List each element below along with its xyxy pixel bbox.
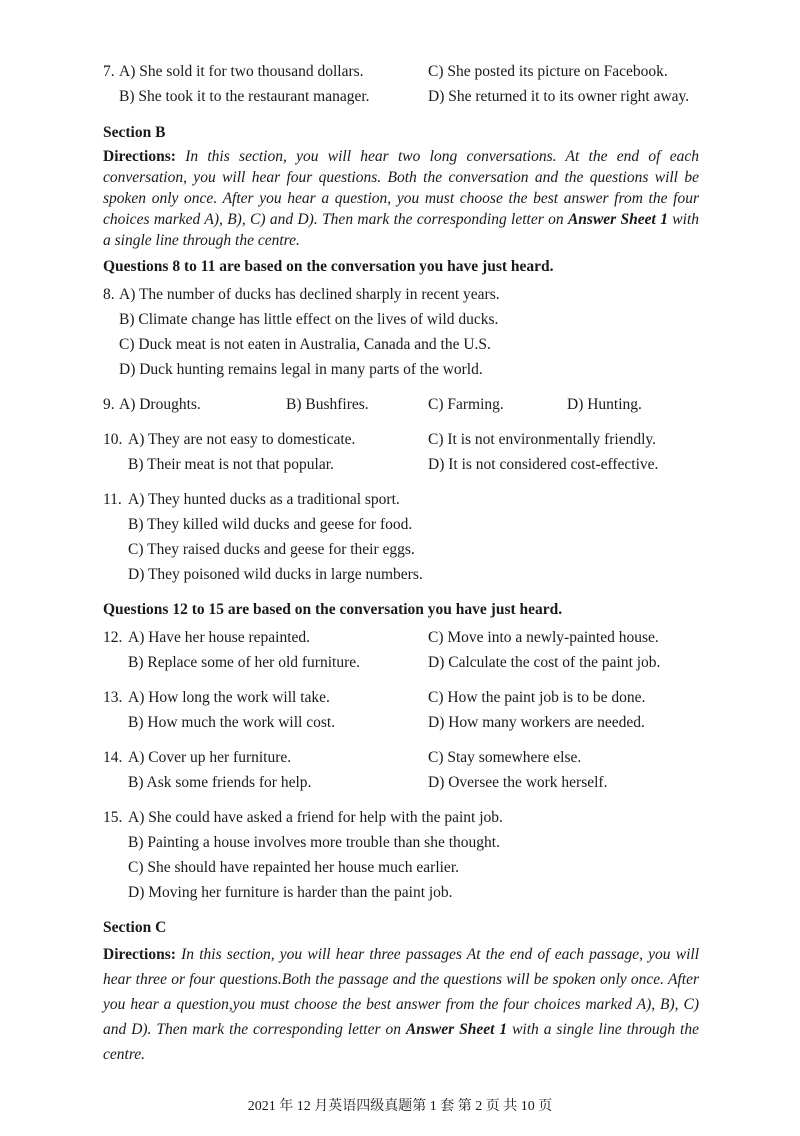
option-b: B) Climate change has little effect on the lives of wild ducks.	[119, 311, 499, 328]
question-number: 7.	[103, 63, 115, 80]
question-number: 11.	[103, 491, 122, 508]
section-c-directions	[103, 942, 699, 1067]
option-a: A) Cover up her furniture.	[128, 749, 292, 766]
directions-text: In this section, you will hear three passages At the end of each passage, you will hear three or four questions.Both the passage and the questions will be spoken only once. After you hear a question,you must choose the best answer from the four choices marked A), B), C) and D). Then mark the corresponding letter on	[103, 946, 700, 1038]
option-d: D) She returned it to its owner right away.	[428, 88, 690, 105]
option-b: B) Bushfires.	[286, 396, 369, 413]
option-c: C) She should have repainted her house much earlier.	[128, 859, 459, 876]
option-a: A) She could have asked a friend for help with the paint job.	[128, 809, 503, 826]
option-a: A) She sold it for two thousand dollars.	[119, 63, 364, 80]
question-number: 9.	[103, 396, 115, 413]
section-c-title: Section C	[103, 919, 167, 936]
directions-tail: with a single line through the centre.	[103, 211, 699, 249]
option-c: C) Duck meat is not eaten in Australia, Canada and the U.S.	[119, 336, 491, 353]
group-heading-12-15: Questions 12 to 15 are based on the conversation you have just heard.	[103, 601, 563, 618]
option-a: A) Droughts.	[119, 396, 201, 413]
option-c: C) It is not environmentally friendly.	[428, 431, 657, 448]
question-number: 13.	[103, 689, 123, 706]
option-c: C) Move into a newly-painted house.	[428, 629, 659, 646]
option-c: C) Farming.	[428, 396, 504, 413]
section-b-title: Section B	[103, 124, 166, 141]
option-d: D) It is not considered cost-effective.	[428, 456, 659, 473]
option-b: B) Ask some friends for help.	[128, 774, 312, 791]
answer-sheet-label: Answer Sheet 1	[405, 1021, 508, 1038]
option-a: A) They hunted ducks as a traditional sport.	[128, 491, 400, 508]
option-c: C) Stay somewhere else.	[428, 749, 582, 766]
option-a: A) The number of ducks has declined sharply in recent years.	[119, 286, 500, 303]
option-b: B) How much the work will cost.	[128, 714, 336, 731]
question-number: 14.	[103, 749, 123, 766]
option-b: B) Their meat is not that popular.	[128, 456, 334, 473]
option-d: D) Duck hunting remains legal in many parts of the world.	[119, 361, 483, 378]
option-b: B) She took it to the restaurant manager.	[119, 88, 370, 105]
question-number: 10.	[103, 431, 123, 448]
page-footer: 2021 年 12 月英语四级真题第 1 套 第 2 页 共 10 页	[247, 1099, 553, 1114]
option-b: B) They killed wild ducks and geese for food.	[128, 516, 413, 533]
directions-tail: with a single line through the centre.	[103, 1021, 699, 1063]
directions-label: Directions:	[103, 148, 176, 165]
option-c: C) They raised ducks and geese for their eggs.	[128, 541, 415, 558]
option-d: D) Calculate the cost of the paint job.	[428, 654, 661, 671]
option-a: A) They are not easy to domesticate.	[128, 431, 356, 448]
question-number: 8.	[103, 286, 115, 303]
option-c: C) She posted its picture on Facebook.	[428, 63, 668, 80]
answer-sheet-label: Answer Sheet 1	[567, 211, 668, 228]
option-d: D) They poisoned wild ducks in large numbers.	[128, 566, 423, 583]
option-c: C) How the paint job is to be done.	[428, 689, 646, 706]
directions-text: In this section, you will hear two long conversations. At the end of each conversation, you will hear four questions. Both the conversation and the questions will be spoken only once. After you hear a question, you must choose the best answer from the four choices marked A), B), C) and D). Then mark the corresponding letter on	[103, 148, 699, 228]
option-a: A) How long the work will take.	[128, 689, 330, 706]
option-b: B) Replace some of her old furniture.	[128, 654, 360, 671]
question-number: 12.	[103, 629, 123, 646]
directions-label: Directions:	[103, 946, 176, 963]
option-d: D) How many workers are needed.	[428, 714, 645, 731]
option-d: D) Oversee the work herself.	[428, 774, 608, 791]
question-number: 15.	[103, 809, 123, 826]
section-b-directions	[103, 146, 699, 251]
option-d: D) Moving her furniture is harder than the paint job.	[128, 884, 453, 901]
option-a: A) Have her house repainted.	[128, 629, 311, 646]
group-heading-8-11: Questions 8 to 11 are based on the conversation you have just heard.	[103, 258, 554, 275]
option-d: D) Hunting.	[567, 396, 642, 413]
option-b: B) Painting a house involves more trouble than she thought.	[128, 834, 500, 851]
